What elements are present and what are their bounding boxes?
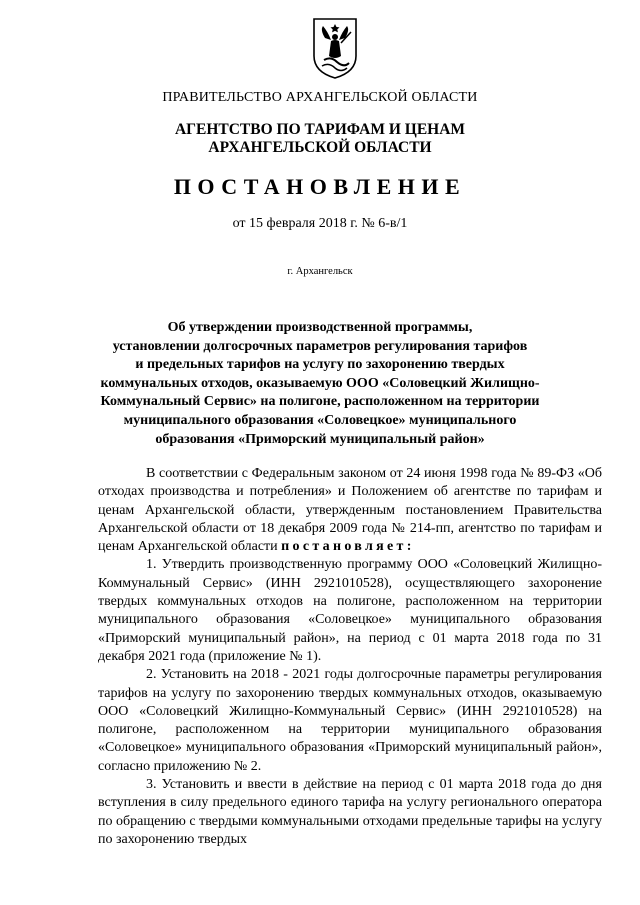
subject-line: коммунальных отходов, оказываемую ООО «Соловецкий Жилищно- [100,375,540,391]
subject-line: Об утверждении производственной программы, [167,320,473,335]
preamble-paragraph [98,465,602,556]
agency-name [0,121,640,157]
document-city: г. Архангельск [287,266,353,277]
preamble-text: В соответствии с Федеральным законом от 24 июня 1998 года № 89-ФЗ «Об отходах производства и потребления» и Положением об агентстве по тарифам и ценам Архангельской области, утвержденным постановлением Правительства Архангельской области от 18 декабря 2009 года № 214-пп, агентство по тарифам и ценам Архангельской области [98,466,602,555]
decree-word: постановляет: [281,539,415,555]
document-date-number: от 15 февраля 2018 г. № 6-в/1 [232,216,408,231]
subject-line: Коммунальный Сервис» на полигоне, расположенном на территории [100,394,540,410]
subject-line: образования «Приморский муниципальный район» [155,431,485,447]
item-3-paragraph: 3. Установить и ввести в действие на период с 01 марта 2018 года до дня вступления в силу предельного единого тарифа на услугу регионального оператора по обращению с твердыми коммунальными отходами предельные тарифы на услугу по захоронению твердых [98,777,602,847]
subject-line: муниципального образования «Соловецкое» муниципального [123,412,517,428]
subject-line: установлении долгосрочных параметров регулирования тарифов [112,338,528,354]
item-2-paragraph: 2. Установить на 2018 - 2021 годы долгосрочные параметры регулирования тарифов на услугу по захоронению твердых коммунальных отходов, оказываемую ООО «Соловецкий Жилищно-Коммунальный Сервис» (ИНН 2921010528) на полигоне, расположенном на территории муниципального образования «Соловецкое» муниципального образования «Приморский муниципальный район», согласно приложению № 2. [98,667,602,774]
agency-name-line: АГЕНТСТВО ПО ТАРИФАМ И ЦЕНАМ [174,121,466,138]
arkhangelsk-coat-of-arms-icon [311,16,359,80]
item-1-paragraph: 1. Утвердить производственную программу ООО «Соловецкий Жилищно-Коммунальный Сервис» (ИНН 2921010528), осуществляющего захоронение твердых коммунальных отходов на полигоне, расположенном на территории муниципального образования «Соловецкое» муниципального образования «Приморский муниципальный район», на период с 01 марта 2018 года по 31 декабря 2021 года (приложение № 1). [98,557,602,664]
government-name: ПРАВИТЕЛЬСТВО АРХАНГЕЛЬСКОЙ ОБЛАСТИ [162,90,478,105]
subject-line: и предельных тарифов на услугу по захоронению твердых [135,357,505,373]
document-type: ПОСТАНОВЛЕНИЕ [173,174,467,199]
document-body [98,465,602,849]
document-subject [100,319,540,449]
agency-name-line: АРХАНГЕЛЬСКОЙ ОБЛАСТИ [208,139,432,156]
